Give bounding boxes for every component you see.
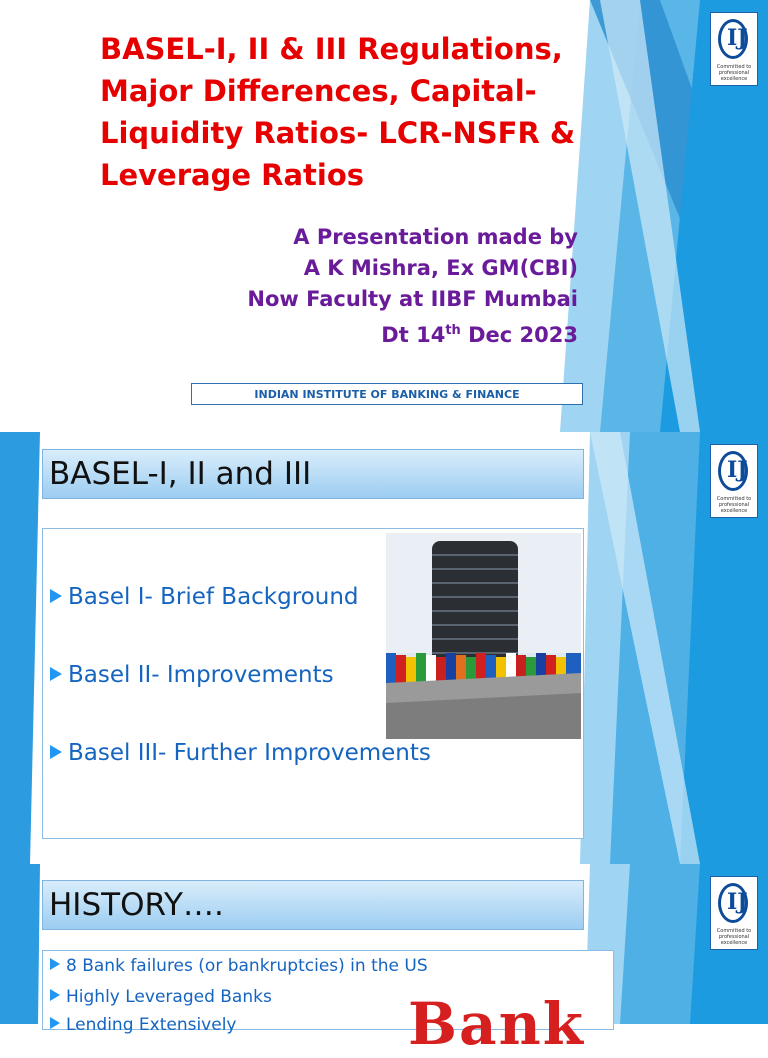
bullet-arrow-icon bbox=[50, 1017, 60, 1029]
bullet-item: 8 Bank failures (or bankruptcies) in the US bbox=[50, 956, 428, 976]
institute-logo: IJ Committed to professional excellence bbox=[710, 444, 758, 518]
institute-name-box: INDIAN INSTITUTE OF BANKING & FINANCE bbox=[191, 383, 583, 405]
title-line: BASEL-I, II & III Regulations, bbox=[100, 32, 563, 66]
bullet-arrow-icon bbox=[50, 589, 62, 603]
presentation-title bbox=[100, 28, 580, 196]
institute-logo: IJ Committed to professional excellence bbox=[710, 12, 758, 86]
byline-line: Now Faculty at IIBF Mumbai bbox=[247, 287, 578, 311]
title-line: Liquidity Ratios- LCR-NSFR & bbox=[100, 116, 576, 150]
byline-line: A Presentation made by bbox=[293, 225, 578, 249]
presenter-byline bbox=[178, 222, 578, 351]
bullet-arrow-icon bbox=[50, 745, 62, 759]
institute-logo: IJ Committed to professional excellence bbox=[710, 876, 758, 950]
bank-image-text: Bank bbox=[408, 990, 585, 1058]
bullet-item: Lending Extensively bbox=[50, 1015, 236, 1035]
bullet-item: Highly Leveraged Banks bbox=[50, 987, 272, 1007]
slide-heading-bar bbox=[42, 880, 584, 930]
bullet-item: Basel II- Improvements bbox=[50, 662, 334, 688]
byline-line: A K Mishra, Ex GM(CBI) bbox=[303, 256, 578, 280]
bis-building-photo bbox=[386, 533, 581, 739]
bullet-arrow-icon bbox=[50, 989, 60, 1001]
bullet-item: Basel III- Further Improvements bbox=[50, 740, 431, 766]
slide-heading-bar bbox=[42, 449, 584, 499]
title-line: Leverage Ratios bbox=[100, 158, 365, 192]
slide-heading: HISTORY…. bbox=[49, 887, 224, 923]
title-line: Major Differences, Capital- bbox=[100, 74, 537, 108]
bullet-item: Basel I- Brief Background bbox=[50, 584, 359, 610]
slide-heading: BASEL-I, II and III bbox=[49, 456, 312, 492]
bullet-arrow-icon bbox=[50, 958, 60, 970]
title-slide bbox=[0, 0, 768, 432]
bullet-arrow-icon bbox=[50, 667, 62, 681]
presentation-date: Dt 14th Dec 2023 bbox=[381, 323, 578, 347]
